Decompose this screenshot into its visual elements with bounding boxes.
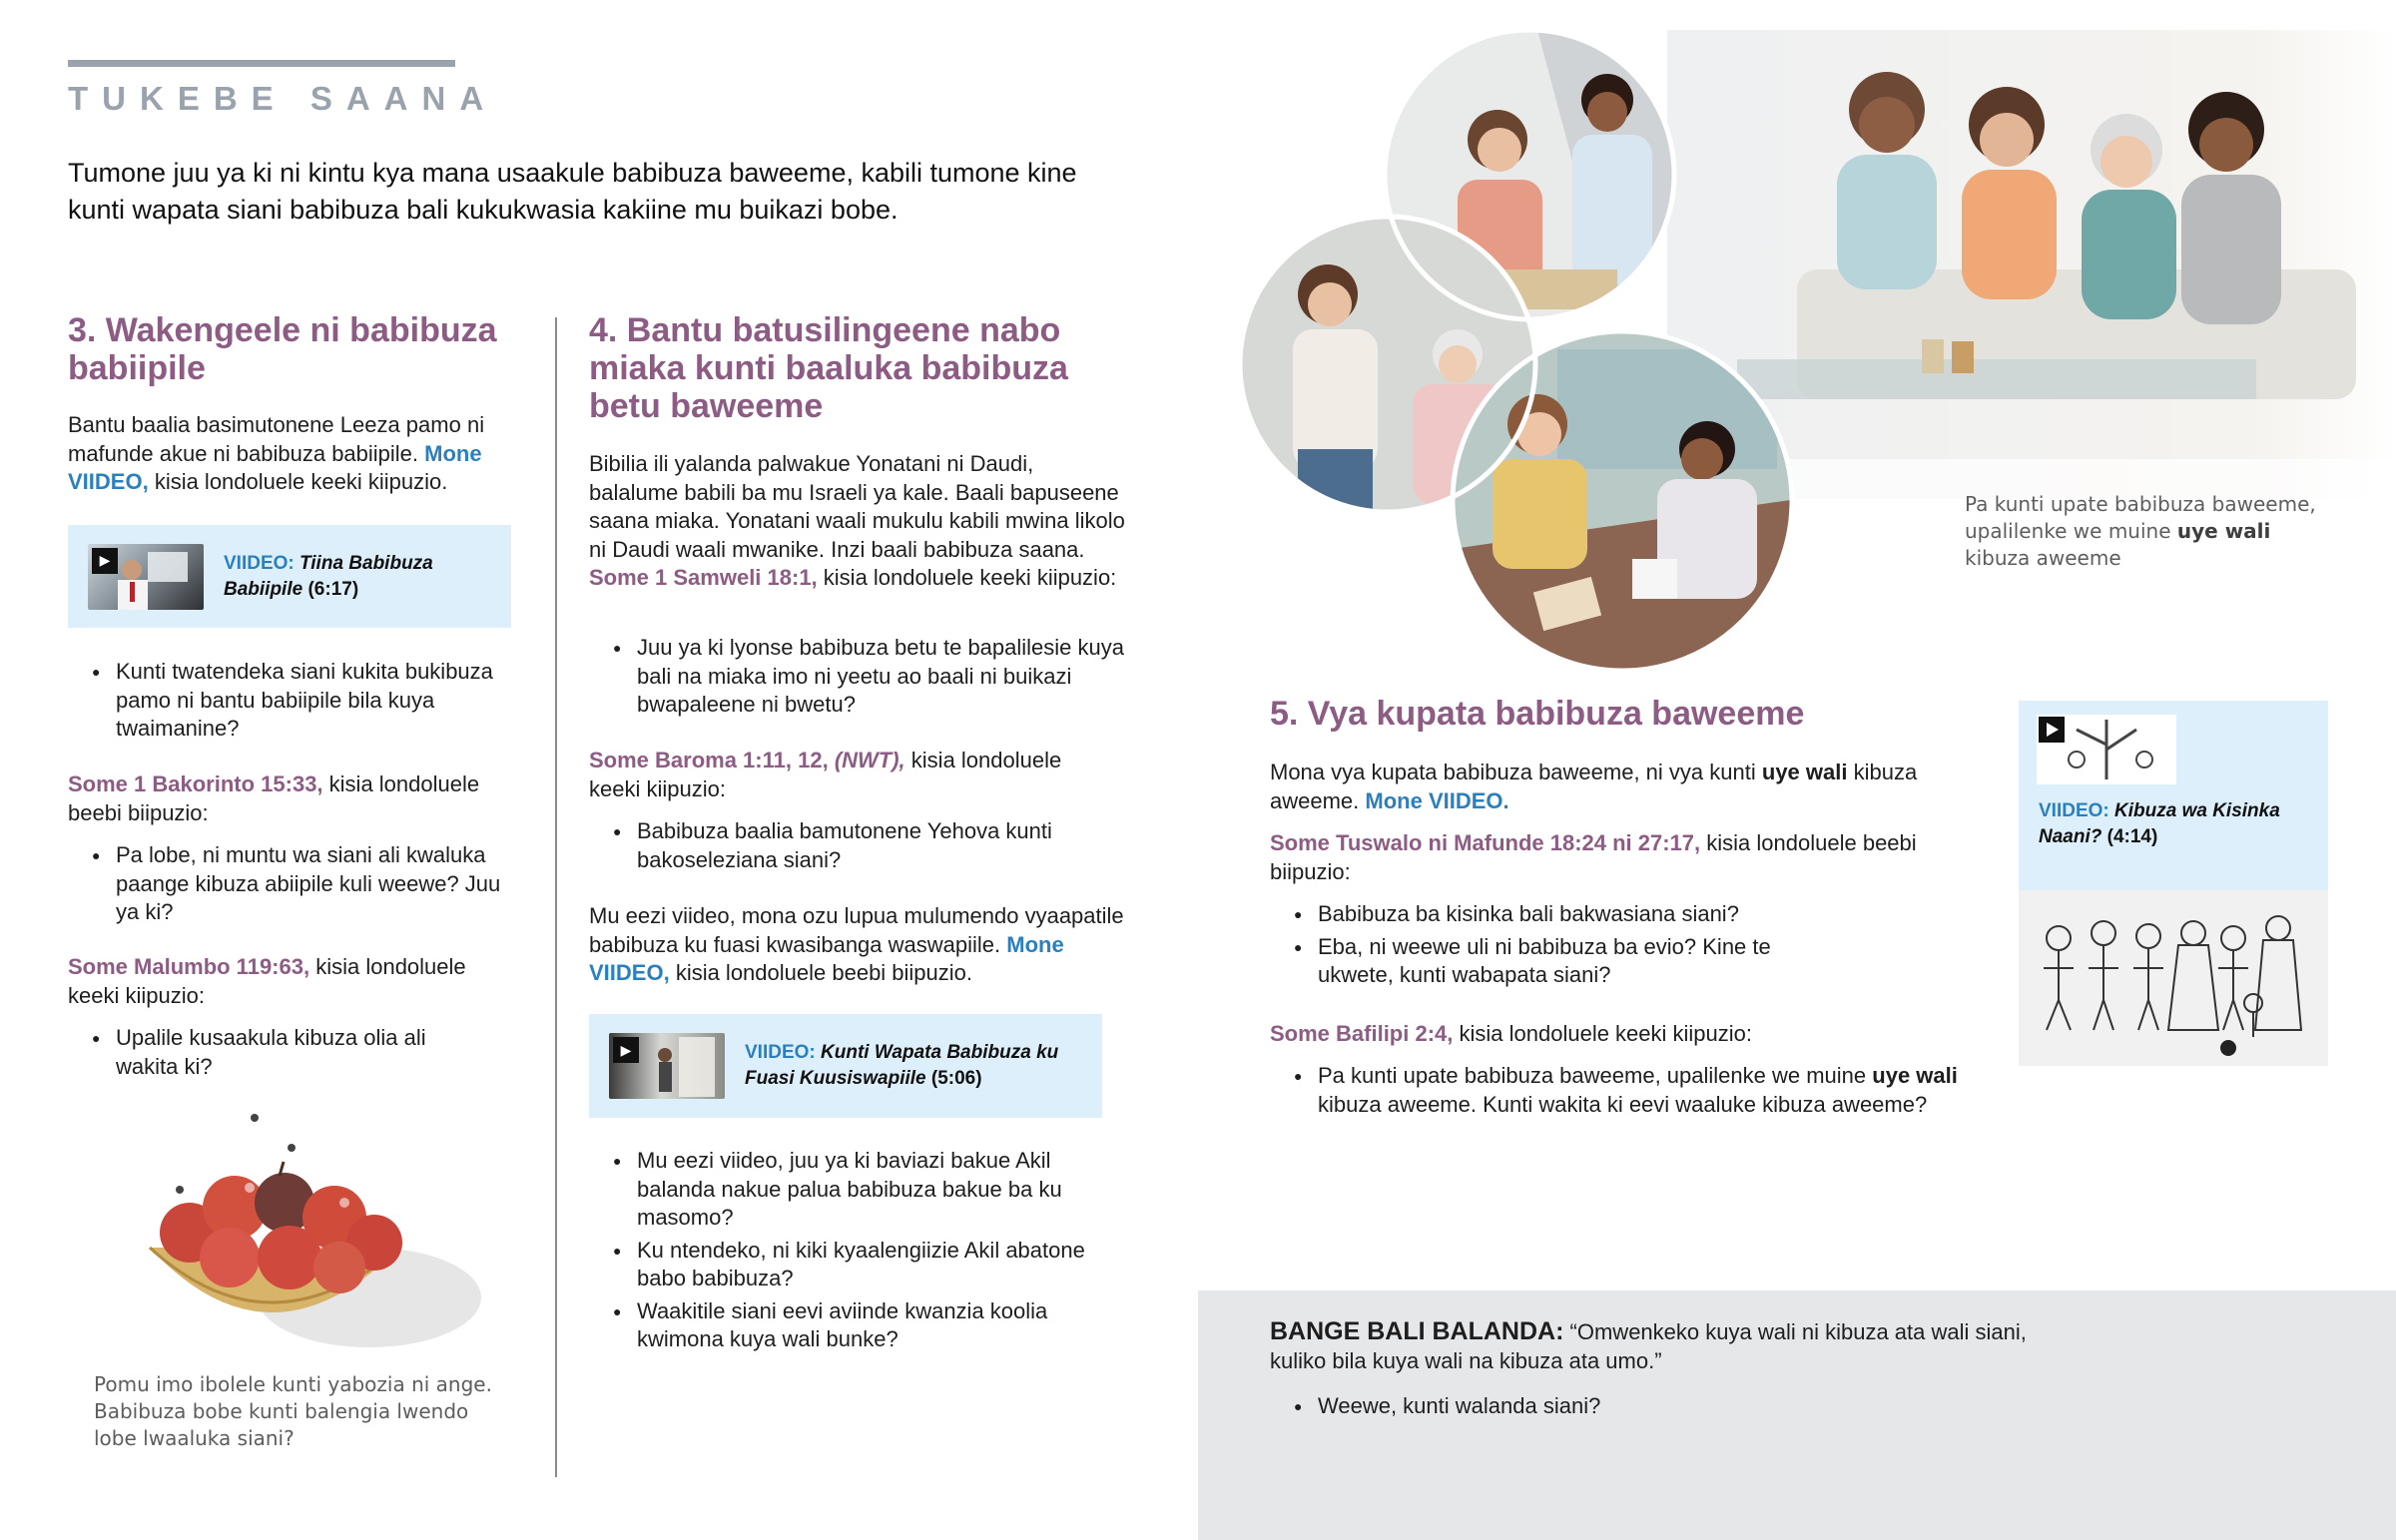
col3-question-list-2 [1270,1062,2009,1119]
col1-heading: 3. Wakengeele ni babibuza babiipile [68,311,497,387]
header-rule [68,60,455,67]
col1-question-list-1 [68,658,537,744]
opinion-box-question [1270,1392,1869,1421]
intro-paragraph: Tumone juu ya ki ni kintu kya mana usaakule babibuza baweeme, kabili tumone kine kunti wapata siani babibuza bali kukukwasia kakiine mu buikazi bobe. [68,158,1077,225]
col1-paragraph: Bantu baalia basimutonene Leeza pamo ni mafunde akue ni babibuza babiipile. Mone VIIDEO, kisia londoluele keeki kiipuzio. [68,412,485,494]
col2-question-list-3 [589,1147,1128,1354]
col3-heading: 5. Vya kupata babibuza baweeme [1270,695,1805,733]
video-thumbnail[interactable] [609,1033,725,1099]
col1-question-list-2 [68,841,517,927]
play-icon: ▶ [92,548,118,574]
list-item: ● Weewe, kunti walanda siani? [1270,1392,1869,1421]
col2-video-box[interactable] [589,1014,1102,1118]
col1-video-link[interactable]: Mone VIIDEO, [68,440,482,494]
col1-image-caption: Pomu imo ibolele kunti yabozia ni ange. Babibuza bobe kunti balengia lwendo lobe lwaaluka siani? [94,1372,492,1450]
scripture-ref[interactable]: Some Tuswalo ni Mafunde 18:24 ni 27:17, [1270,830,1701,855]
scripture-ref[interactable]: Some Malumbo 119:63, [68,954,310,979]
col3-scripture-2: Some Bafilipi 2:4, kisia londoluele keeki kiipuzio: [1270,1021,1753,1046]
list-item: ● Babibuza baalia bamutonene Yehova kunti bakoseleziana siani? [589,817,1118,874]
diverse-people-sketch [2029,908,2318,1058]
col2-question-list-1 [589,634,1128,720]
col2-heading: 4. Bantu batusilingeene nabo miaka kunti baaluka babibuza betu baweeme [589,311,1068,425]
scripture-ref[interactable]: Some Bafilipi 2:4, [1270,1021,1454,1046]
col1-video-box[interactable] [68,525,511,628]
col3-paragraph: Mona vya kupata babibuza baweeme, ni vya kunti uye wali kibuza aweeme. Mone VIIDEO. [1270,760,1918,813]
column-divider [555,317,557,1477]
col1-question-list-3 [68,1024,487,1081]
col1-scripture-2: Some Malumbo 119:63, kisia londoluele keeki kiipuzio: [68,954,466,1008]
list-item: ● Pa lobe, ni muntu wa siani ali kwaluka paange kibuza abiipile kuli weewe? Juu ya ki? [68,841,517,927]
col3-scripture-1: Some Tuswalo ni Mafunde 18:24 ni 27:17, kisia londoluele beebi biipuzio: [1270,830,1917,884]
col3-video-link[interactable]: Mone VIIDEO. [1365,787,1509,813]
apple-bowl-illustration [130,1098,489,1357]
col3-question-list-1 [1270,900,1809,990]
video-thumbnail[interactable] [88,544,204,610]
list-item: ● Waakitile siani eevi aviinde kwanzia koolia kwimona kuya wali bunke? [589,1297,1128,1354]
col3-video-card[interactable] [2019,701,2328,1066]
list-item: ● Kunti twatendeka siani kukita bukibuza pamo ni bantu babiipile bila kuya twaimanine? [68,658,537,744]
col1-scripture-1: Some 1 Bakorinto 15:33, kisia londoluele beebi biipuzio: [68,771,480,825]
col2-paragraph: Bibilia ili yalanda palwakue Yonatani ni Daudi, balalume babili ba mu Israeli ya kale. Baali bapuseene saana miaka. Yonatani waali mukulu kabili mwina likolo ni Daudi waali mwanike. Inzi baali babibuza saana. Some 1 Samweli 18:1, kisia londoluele keeki kiipuzio: [589,451,1125,590]
scripture-ref[interactable]: Some 1 Samweli 18:1, [589,565,818,590]
list-item: ● Eba, ni weewe uli ni babibuza ba evio? Kine te ukwete, kunti wabapata siani? [1270,933,1809,990]
list-item: ● Babibuza ba kisinka bali bakwasiana siani? [1270,900,1809,929]
col2-question-list-2 [589,817,1118,874]
col3-video-caption: VIIDEO: Kibuza wa Kisinka Naani? (4:14) [2039,800,2280,847]
section-kicker: TUKEBE SAANA [68,80,498,117]
video-thumbnail[interactable] [2037,715,2176,784]
play-icon: ▶ [613,1037,639,1063]
list-item: ● Pa kunti upate babibuza baweeme, upalilenke we muine uye wali kibuza aweeme. Kunti wakita ki eevi waaluke kibuza aweeme? [1270,1062,2009,1119]
list-item: ● Juu ya ki lyonse babibuza betu te bapalilesie kuya bali na miaka imo ni yeetu ao baali ni buikazi bwapaleene ni bwetu? [589,634,1128,720]
list-item: ● Upalile kusaakula kibuza olia ali wakita ki? [68,1024,487,1081]
opinion-box-text: BANGE BALI BALANDA: “Omwenkeko kuya wali ni kibuza ata wali siani, kuliko bila kuya wali na kibuza ata umo.” [1270,1317,2027,1373]
friends-photo-collage [1238,30,2396,679]
col2-video-link[interactable]: Mone VIIDEO, [589,931,1064,985]
scripture-ref[interactable]: Some 1 Bakorinto 15:33, [68,771,323,796]
collage-caption: Pa kunti upate babibuza baweeme, upalilenke we muine uye wali kibuza aweeme [1965,492,2316,570]
col1-video-caption: VIIDEO: Tiina Babibuza Babiipile (6:17) [224,552,433,600]
list-item: ● Mu eezi viideo, juu ya ki baviazi bakue Akil balanda nakue palua babibuza bakue ba ku masomo? [589,1147,1128,1233]
col2-paragraph-2: Mu eezi viideo, mona ozu lupua mulumendo vyaapatile babibuza ku fuasi kwasibanga waswapiile. Mone VIIDEO, kisia londoluele beebi biipuzio. [589,903,1124,985]
col2-video-caption: VIIDEO: Kunti Wapata Babibuza ku Fuasi Kuusiswapiile (5:06) [745,1042,1059,1089]
scripture-ref[interactable]: Some Baroma 1:11, 12, [589,748,829,772]
col2-scripture-1: Some Baroma 1:11, 12, (NWT), kisia londoluele keeki kiipuzio: [589,748,1062,801]
list-item: ● Ku ntendeko, ni kiki kyaalengiizie Akil abatone babo babibuza? [589,1237,1128,1293]
